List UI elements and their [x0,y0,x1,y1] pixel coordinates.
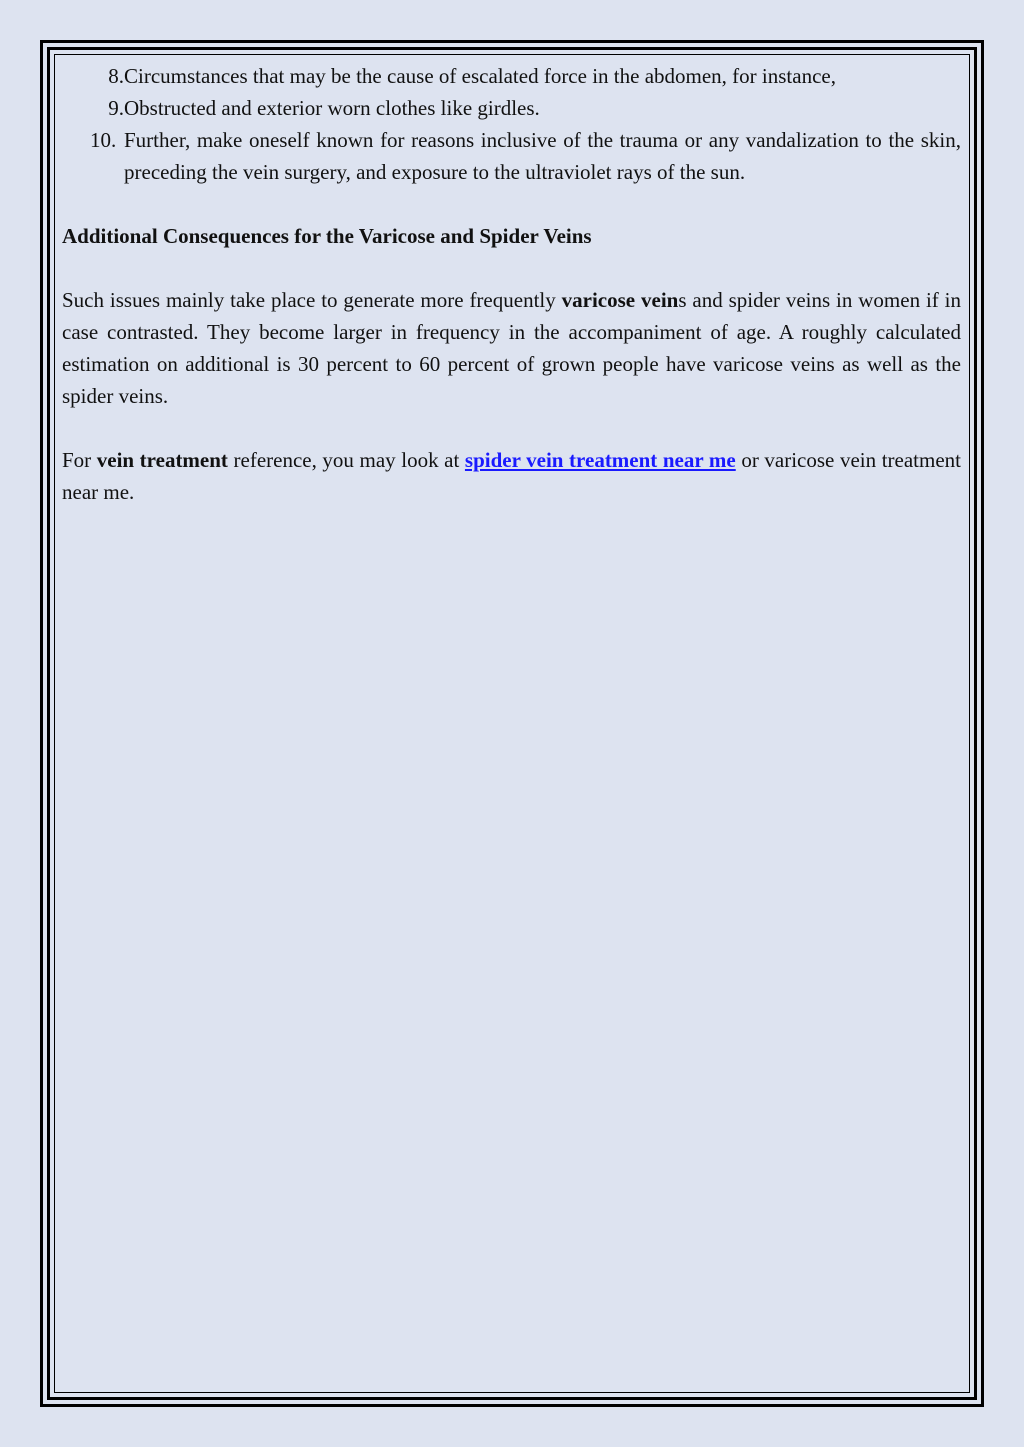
paragraph-text: s and spider veins in women if in case contrasted. They become larger in frequency in the accompaniment of age. A roughly calculated estimation on additional is 30 percent to 60 percent of grown people have varicose veins as well as the spider veins. [62,288,961,408]
list-item [62,92,961,124]
list-item-number: 8. [108,64,124,88]
paragraph-text: reference, you may look at [227,448,465,472]
list-item-number: 10. [90,128,117,152]
keyword-vein-treatment: vein treatment [96,448,228,472]
list-item-text: Obstructed and exterior worn clothes like girdles. [124,96,540,120]
paragraph-text: or varicose vein treatment near me. [62,448,961,504]
paragraph-text: Such issues mainly take place to generate more frequently [62,288,562,312]
numbered-list [62,60,961,188]
paragraph-prevalence [62,284,961,412]
list-item-text: Circumstances that may be the cause of escalated force in the abdomen, for instance, [124,64,836,88]
keyword-varicose-vein: varicose vein [561,288,679,312]
section-heading: Additional Consequences for the Varicose and Spider Veins [62,224,592,248]
list-item-number: 9. [108,96,124,120]
list-item [62,60,961,92]
list-item [62,124,961,188]
document-content [62,60,961,508]
spider-vein-treatment-link[interactable]: spider vein treatment near me [464,448,736,472]
paragraph-text: For [62,448,97,472]
list-item-text: Further, make oneself known for reasons inclusive of the trauma or any vandalization to the skin, preceding the vein surgery, and exposure to the ultraviolet rays of the sun. [124,128,961,184]
paragraph-reference [62,444,961,508]
